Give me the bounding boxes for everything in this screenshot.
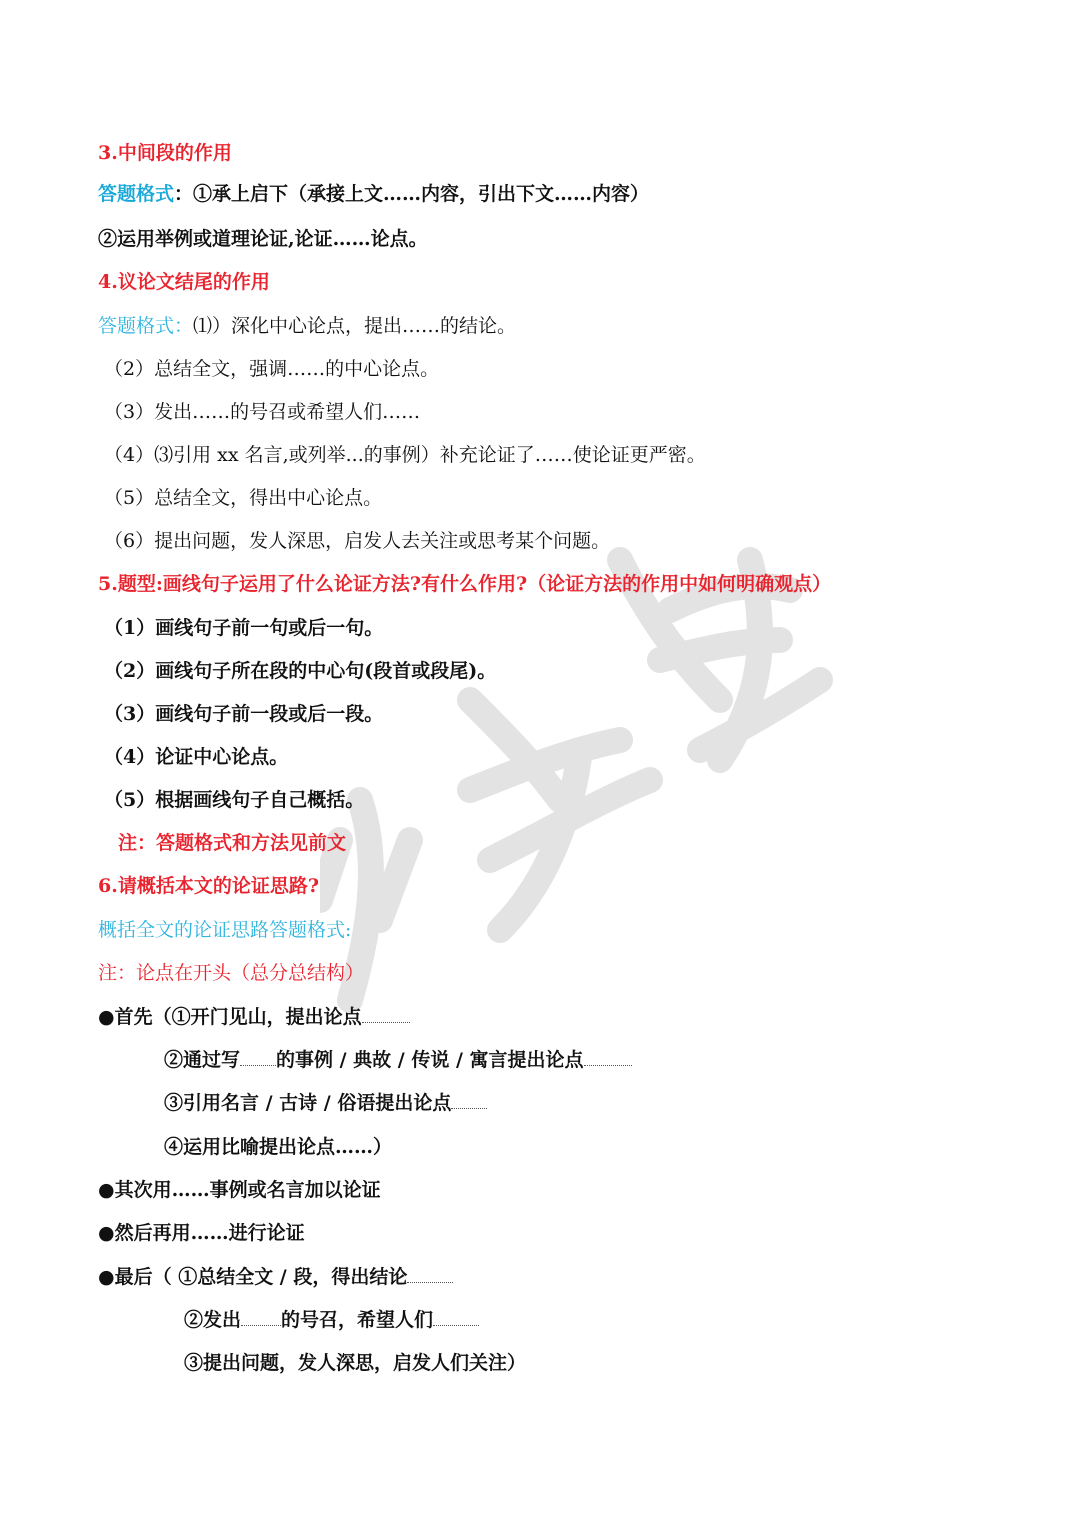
fill-in-blank <box>362 1004 410 1023</box>
section-6-note: 注：论点在开头（总分总结构） <box>98 962 365 984</box>
step-first-d: ④运用比喻提出论点……） <box>164 1136 393 1158</box>
section-4-item: （3）发出……的号召或希望人们…… <box>104 401 421 423</box>
section-5-item: （5）根据画线句子自己概括。 <box>104 789 365 811</box>
section-4-item: （5）总结全文，得出中心论点。 <box>104 487 383 509</box>
section-5-item: （1）画线句子前一句或后一句。 <box>104 617 384 639</box>
fill-in-blank <box>407 1264 453 1283</box>
section-6-format-label: 概括全文的论证思路答题格式: <box>98 919 352 941</box>
answer-format-text: ：①承上启下（承接上文……内容，引出下文……内容） <box>174 183 650 205</box>
section-5-item: （4）论证中心论点。 <box>104 746 289 768</box>
step-last-c: ③提出问题，发人深思，启发人们关注） <box>184 1352 527 1374</box>
step-first-c <box>164 1090 487 1116</box>
section-5-item: （3）画线句子前一段或后一段。 <box>104 703 384 725</box>
section-3-title: 3.中间段的作用 <box>98 142 232 164</box>
answer-format-text: ⑴）深化中心论点，提出……的结论。 <box>193 315 517 337</box>
section-5-item: （2）画线句子所在段的中心句(段首或段尾)。 <box>104 660 497 682</box>
answer-format-label: 答题格式 <box>98 183 175 205</box>
fill-in-blank <box>433 1307 479 1326</box>
step-first-b-text-1: ②通过写 <box>164 1049 241 1071</box>
step-last-b-text-1: ②发出 <box>184 1309 242 1331</box>
section-5-note: 注：答题格式和方法见前文 <box>118 832 347 854</box>
step-first-a-text: ●首先（①开门见山，提出论点 <box>98 1006 362 1028</box>
fill-in-blank <box>240 1047 276 1066</box>
step-last-b-text-2: 的号召，希望人们 <box>281 1309 434 1331</box>
step-second: ●其次用……事例或名言加以论证 <box>98 1179 381 1201</box>
step-then: ●然后再用……进行论证 <box>98 1222 305 1244</box>
section-3-answer-line-1 <box>98 181 649 207</box>
fill-in-blank <box>584 1047 632 1066</box>
step-last-b <box>184 1307 479 1333</box>
step-first-c-text: ③引用名言 / 古诗 / 俗语提出论点 <box>164 1092 452 1114</box>
section-3-answer-line-2: ②运用举例或道理论证,论证……论点。 <box>98 228 428 250</box>
section-6-title: 6.请概括本文的论证思路? <box>98 875 319 897</box>
section-4-item: （4）⑶引用 xx 名言,或列举...的事例）补充论证了……使论证更严密。 <box>104 444 706 466</box>
section-4-item: （2）总结全文，强调……的中心论点。 <box>104 358 440 380</box>
section-4-title: 4.议论文结尾的作用 <box>98 271 270 293</box>
step-first-b <box>164 1047 632 1073</box>
fill-in-blank <box>451 1090 487 1109</box>
answer-format-label: 答题格式： <box>98 315 194 337</box>
fill-in-blank <box>241 1307 281 1326</box>
step-last-a <box>98 1264 453 1290</box>
section-5-title: 5.题型:画线句子运用了什么论证方法?有什么作用?（论证方法的作用中如何明确观点） <box>98 573 832 595</box>
step-last-a-text: ●最后（ ①总结全文 / 段，得出结论 <box>98 1266 408 1288</box>
section-4-answer-line-1 <box>98 313 516 339</box>
section-4-item: （6）提出问题，发人深思，启发人去关注或思考某个问题。 <box>104 530 611 552</box>
step-first-b-text-2: 的事例 / 典故 / 传说 / 寓言提出论点 <box>276 1049 584 1071</box>
step-first-a <box>98 1004 410 1030</box>
